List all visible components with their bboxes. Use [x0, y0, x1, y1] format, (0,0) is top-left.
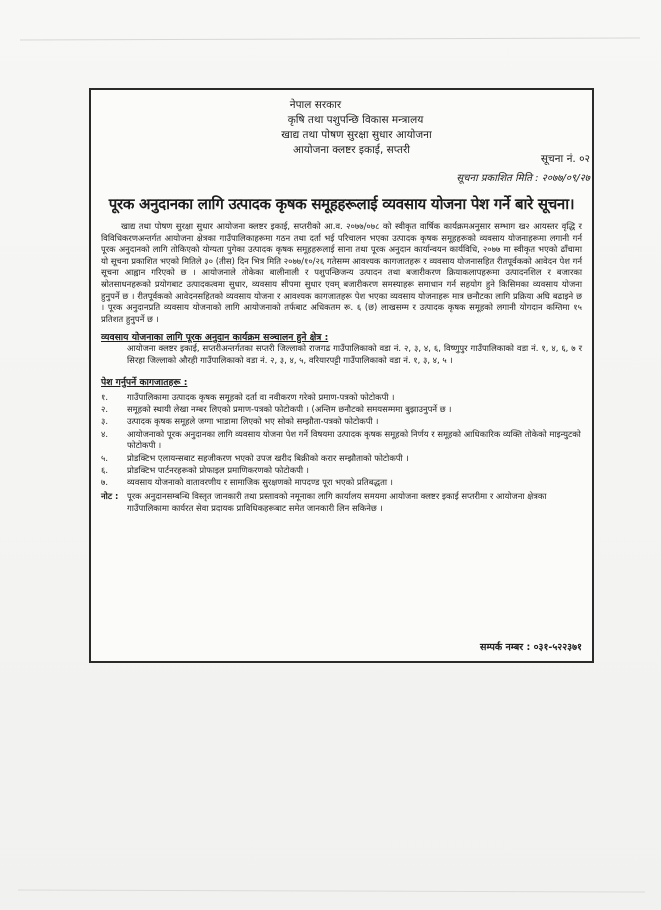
- list-item: [101, 392, 582, 403]
- notice-body: खाद्य तथा पोषण सुरक्षा सुधार आयोजना क्लष्टर इकाई, सप्तरीको आ.व. २०७७/०७८ को स्वीकृत वार्षिक कार्यक्रमअनुसार सम्भाग ख२ आयस्तर वृद्धि र विविधिकरणअन्तर्गत आयोजना क्षेत्रका गाउँपालिकाहरूमा गठन तथा दर्ता भई परिचालन भएका उत्पादक कृषक समूहहरूको व्यवसाय योजनाहरूमा लगानी गर्न पूरक अनुदानको लागि तोकिएको योग्यता पुगेका उत्पादक कृषक समूहहरूलाई साना तथा पूरक अनुदान कार्यान्वयन कार्यविधि, २०७७ मा स्वीकृत भएको ढाँचामा यो सूचना प्रकाशित भएको मितिले ३० (तीस) दिन भित्र मिति २०७७/१०/२६ गतेसम्म आवश्यक कागजातहरू र व्यवसाय योजनासहित रीतपूर्वकको आवेदन पेश गर्न सूचना आह्वान गरिएको छ । आयोजनाले तोकेका बालीनाली र पशुपन्छिजन्य उत्पादन तथा बजारीकरण क्रियाकलापहरूमा उत्पादनशिल र बजारका स्रोतसाधनहरूको प्रयोगबाट उत्पादकत्वमा सुधार, व्यवसाय सीपमा सुधार एवम् बजारीकरण समस्याहरू समाधान गर्न सहयोग हुने किसिमका व्यवसाय योजना हुनुपर्ने छ । रीतपूर्वकको आवेदनसहितको व्यवसाय योजना र आवश्यक कागजातहरू पेश भएका व्यवसाय योजनाहरू मात्र छनौटका लागि प्रक्रिया अघि बढाइने छ । पूरक अनुदानप्रति व्यवसाय योजनाको लागि आयोजनाको तर्फबाट अधिकतम रू. ६ (छ) लाखसम्म र उत्पादक कृषक समूहको लगानी योगदान कम्तिमा १५ प्रतिशत हुनुपर्ने छ ।: [101, 221, 582, 324]
- list-item-text: आयोजनाको पूरक अनुदानका लागि व्यवसाय योजना पेश गर्ने विषयमा उत्पादक कृषक समूहको निर्णय र समूहको आधिकारिक व्यक्ति तोकेको माइन्युटको फोटोकपी ।: [127, 428, 581, 451]
- list-item-text: व्यवसाय योजनाको वातावरणीय र सामाजिक सुरक्षणको मापदण्ड पूरा भएको प्रतिबद्धता ।: [127, 477, 393, 488]
- government-name: नेपाल सरकार: [289, 99, 342, 111]
- notice-box: [89, 88, 594, 663]
- notice-header: [101, 98, 582, 158]
- notice-number: सूचना नं. ०२: [540, 153, 590, 165]
- list-item-text: उत्पादक कृषक समूहले जग्गा भाडामा लिएको भए सोको सम्झौता-पत्रको फोटोकपी ।: [127, 416, 379, 427]
- list-item-number: ३.: [101, 416, 109, 427]
- footnote-text: पूरक अनुदानसम्बन्धि विस्तृत जानकारी तथा प्रस्तावको नमूनाका लागि कार्यालय समयमा आयोजना क्लष्टर इकाई सप्तरीमा र आयोजना क्षेत्रका गाउँपालिकामा कार्यरत सेवा प्रदायक प्राविधिकहरूबाट समेत जानकारी लिन सकिनेछ ।: [127, 490, 547, 513]
- list-item-number: १.: [101, 391, 109, 402]
- footnote-label: नोट :: [101, 490, 119, 501]
- list-item-number: ५.: [101, 452, 109, 463]
- list-item-text: प्रोडक्टिभ पार्टनरहरूको प्रोफाइल प्रमाणिकरणको फोटोकपी ।: [127, 464, 309, 475]
- notice-title: पूरक अनुदानका लागि उत्पादक कृषक समूहहरूलाई व्यवसाय योजना पेश गर्ने बारे सूचना।: [108, 195, 575, 213]
- list-item-number: ४.: [101, 428, 109, 439]
- list-item-text: गाउँपालिकामा उत्पादक कृषक समूहको दर्ता वा नवीकरण गरेको प्रमाण-पत्रको फोटोकपी ।: [127, 391, 395, 402]
- list-item: [101, 453, 582, 464]
- list-item: [101, 416, 582, 427]
- documents-heading: पेश गर्नुपर्ने कागजातहरू :: [101, 376, 188, 388]
- list-item-number: ६.: [101, 464, 109, 475]
- list-item: [101, 477, 582, 488]
- list-item-text: समूहको स्थायी लेखा नम्बर लिएको प्रमाण-पत्रको फोटोकपी । (अन्तिम छनौटको समयसम्ममा बुझाउनुपर्ने छ ।: [127, 403, 452, 414]
- documents-list: [101, 392, 582, 489]
- area-text: आयोजना क्लष्टर इकाई, सप्तरीअन्तर्गतका सप्तरी जिल्लाको राजगढ गाउँपालिकाको वडा नं. २, ३, ४, ६, विष्णुपुर गाउँपालिकाको वडा नं. १, ४, ६, ७ र सिरहा जिल्लाको औरही गाउँपालिकाको वडा नं. २, ३, ४, ५, वरियारपट्टी गाउँपालिकाको वडा नं. १, ३, ४, ५ ।: [127, 343, 582, 365]
- list-item-number: ७.: [101, 477, 109, 488]
- project-name: खाद्य तथा पोषण सुरक्षा सुधार आयोजना: [281, 129, 432, 141]
- unit-name: आयोजना क्लष्टर इकाई, सप्तरी: [293, 144, 410, 156]
- footnote: [101, 491, 582, 515]
- list-item: [101, 404, 582, 415]
- published-date: सूचना प्रकाशित मिति : २०७७/०९/२७: [456, 173, 590, 184]
- area-heading: व्यवसाय योजनाका लागि पूरक अनुदान कार्यक्रम सञ्चालन हुने क्षेत्र :: [101, 332, 329, 344]
- list-item-text: प्रोडक्टिभ एलायन्सबाट सहजीकरण भएको उपज खरीद बिक्रीको करार सम्झौताको फोटोकपी ।: [127, 452, 409, 463]
- contact-number: सम्पर्क नम्बर : ०३१-५२२३७१: [480, 642, 582, 653]
- list-item-number: २.: [101, 403, 109, 414]
- list-item: [101, 429, 582, 452]
- list-item: [101, 465, 582, 476]
- ministry-name: कृषि तथा पशुपन्छि विकास मन्त्रालय: [287, 114, 424, 126]
